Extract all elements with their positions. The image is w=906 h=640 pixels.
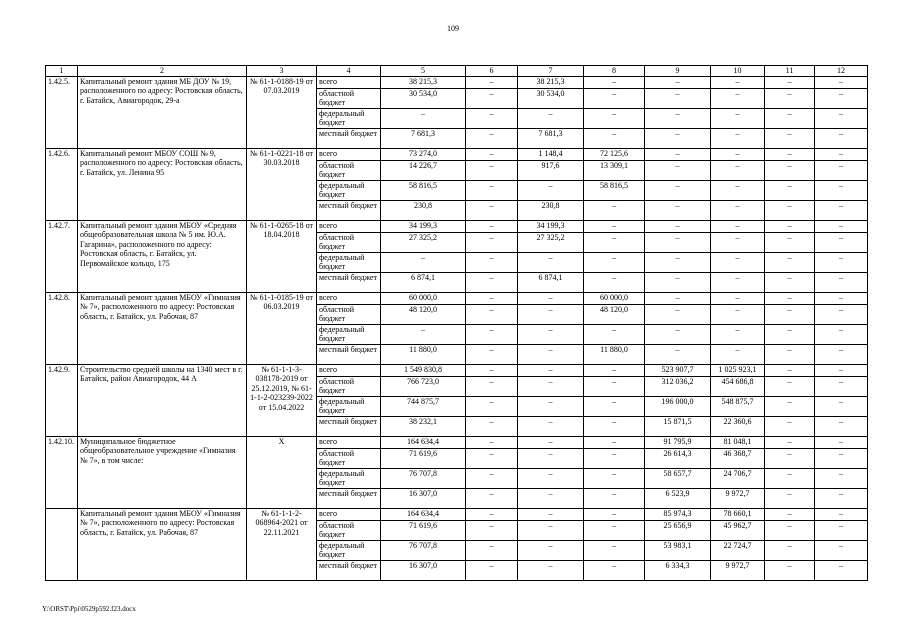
amount-cell: 34 199,3 bbox=[381, 220, 466, 232]
amount-cell: – bbox=[466, 108, 518, 128]
amount-cell: – bbox=[815, 376, 868, 396]
amount-cell: – bbox=[466, 344, 518, 364]
amount-cell: – bbox=[466, 436, 518, 448]
funding-source: федеральный бюджет bbox=[317, 252, 381, 272]
expertise-document: № 61-1-0221-18 от 30.03.2018 bbox=[247, 148, 317, 220]
amount-cell: – bbox=[466, 560, 518, 580]
amount-cell: – bbox=[765, 128, 815, 148]
amount-cell: – bbox=[645, 180, 711, 200]
amount-cell: 45 962,7 bbox=[711, 520, 765, 540]
amount-cell: – bbox=[584, 324, 645, 344]
amount-cell: – bbox=[711, 200, 765, 220]
amount-cell: – bbox=[518, 448, 584, 468]
amount-cell: – bbox=[815, 252, 868, 272]
expertise-document: № 61-1-0188-19 от 07.03.2019 bbox=[247, 76, 317, 148]
amount-cell: – bbox=[466, 376, 518, 396]
amount-cell: 48 120,0 bbox=[584, 304, 645, 324]
amount-cell: 30 534,0 bbox=[381, 88, 466, 108]
amount-cell: – bbox=[815, 272, 868, 292]
item-description: Капитальный ремонт здания МБ ДОУ № 19, расположенного по адресу: Ростовская область, г. Батайск, Авиагородок, 29-а bbox=[78, 76, 247, 148]
amount-cell: – bbox=[466, 488, 518, 508]
amount-cell: – bbox=[765, 436, 815, 448]
amount-cell: 72 125,6 bbox=[584, 148, 645, 160]
amount-cell: – bbox=[815, 508, 868, 520]
amount-cell: – bbox=[765, 200, 815, 220]
funding-source: областной бюджет bbox=[317, 160, 381, 180]
amount-cell: – bbox=[645, 200, 711, 220]
amount-cell: 6 523,9 bbox=[645, 488, 711, 508]
amount-cell: – bbox=[584, 508, 645, 520]
amount-cell: – bbox=[584, 108, 645, 128]
amount-cell: 454 686,8 bbox=[711, 376, 765, 396]
amount-cell: – bbox=[645, 76, 711, 88]
amount-cell: – bbox=[815, 232, 868, 252]
amount-cell: – bbox=[765, 520, 815, 540]
amount-cell: – bbox=[645, 108, 711, 128]
amount-cell: – bbox=[815, 436, 868, 448]
amount-cell: – bbox=[584, 488, 645, 508]
funding-source: федеральный бюджет bbox=[317, 540, 381, 560]
amount-cell: – bbox=[518, 540, 584, 560]
amount-cell: – bbox=[765, 220, 815, 232]
amount-cell: 6 874,1 bbox=[381, 272, 466, 292]
amount-cell: – bbox=[584, 232, 645, 252]
amount-cell: 38 215,3 bbox=[381, 76, 466, 88]
amount-cell: – bbox=[815, 560, 868, 580]
amount-cell: 58 816,5 bbox=[381, 180, 466, 200]
funding-source: областной бюджет bbox=[317, 88, 381, 108]
amount-cell: – bbox=[645, 232, 711, 252]
amount-cell: – bbox=[815, 416, 868, 436]
funding-source: местный бюджет bbox=[317, 272, 381, 292]
column-number-header: 4 bbox=[317, 66, 381, 77]
funding-source: всего bbox=[317, 364, 381, 376]
amount-cell: – bbox=[584, 220, 645, 232]
funding-source: областной бюджет bbox=[317, 232, 381, 252]
amount-cell: – bbox=[518, 396, 584, 416]
amount-cell: – bbox=[711, 128, 765, 148]
amount-cell: – bbox=[584, 468, 645, 488]
amount-cell: 60 000,0 bbox=[381, 292, 466, 304]
item-number: 1.42.10. bbox=[46, 436, 78, 508]
amount-cell: – bbox=[518, 108, 584, 128]
amount-cell: 78 660,1 bbox=[711, 508, 765, 520]
amount-cell: – bbox=[584, 376, 645, 396]
amount-cell: – bbox=[466, 292, 518, 304]
amount-cell: – bbox=[711, 76, 765, 88]
amount-cell: 46 368,7 bbox=[711, 448, 765, 468]
amount-cell: – bbox=[815, 304, 868, 324]
amount-cell: – bbox=[815, 148, 868, 160]
amount-cell: – bbox=[711, 232, 765, 252]
funding-source: всего bbox=[317, 292, 381, 304]
funding-source: федеральный бюджет bbox=[317, 180, 381, 200]
amount-cell: – bbox=[584, 396, 645, 416]
column-number-header: 9 bbox=[645, 66, 711, 77]
amount-cell: 14 226,7 bbox=[381, 160, 466, 180]
amount-cell: 9 972,7 bbox=[711, 488, 765, 508]
item-number: 1.42.8. bbox=[46, 292, 78, 364]
funding-source: местный бюджет bbox=[317, 488, 381, 508]
amount-cell: – bbox=[518, 376, 584, 396]
amount-cell: – bbox=[466, 448, 518, 468]
amount-cell: – bbox=[765, 76, 815, 88]
amount-cell: – bbox=[765, 180, 815, 200]
amount-cell: – bbox=[466, 88, 518, 108]
funding-source: федеральный бюджет bbox=[317, 324, 381, 344]
amount-cell: 71 619,6 bbox=[381, 520, 466, 540]
amount-cell: 230,8 bbox=[381, 200, 466, 220]
amount-cell: – bbox=[815, 520, 868, 540]
amount-cell: – bbox=[815, 200, 868, 220]
table-row bbox=[46, 364, 868, 376]
amount-cell: – bbox=[466, 324, 518, 344]
amount-cell: – bbox=[381, 324, 466, 344]
amount-cell: 38 232,1 bbox=[381, 416, 466, 436]
amount-cell: – bbox=[711, 160, 765, 180]
amount-cell: – bbox=[765, 292, 815, 304]
amount-cell: 38 215,3 bbox=[518, 76, 584, 88]
amount-cell: 230,8 bbox=[518, 200, 584, 220]
amount-cell: – bbox=[518, 252, 584, 272]
amount-cell: – bbox=[584, 436, 645, 448]
amount-cell: – bbox=[711, 324, 765, 344]
item-description: Муниципальное бюджетное общеобразовательное учреждение «Гимназия № 7», в том числе: bbox=[78, 436, 247, 508]
amount-cell: 30 534,0 bbox=[518, 88, 584, 108]
amount-cell: – bbox=[815, 364, 868, 376]
item-description: Капитальный ремонт здания МБОУ «Гимназия № 7», расположенного по адресу: Ростовская область, г. Батайск, ул. Рабочая, 87 bbox=[78, 292, 247, 364]
amount-cell: – bbox=[765, 488, 815, 508]
amount-cell: 196 000,0 bbox=[645, 396, 711, 416]
amount-cell: – bbox=[711, 272, 765, 292]
column-number-header: 7 bbox=[518, 66, 584, 77]
expertise-document: № 61-1-1-2-068964-2021 от 22.11.2021 bbox=[247, 508, 317, 580]
amount-cell: – bbox=[466, 468, 518, 488]
amount-cell: – bbox=[765, 448, 815, 468]
item-description: Строительство средней школы на 1340 мест в г. Батайск, район Авиагородок, 44 А bbox=[78, 364, 247, 436]
amount-cell: – bbox=[518, 436, 584, 448]
amount-cell: – bbox=[645, 160, 711, 180]
amount-cell: – bbox=[711, 304, 765, 324]
amount-cell: – bbox=[765, 324, 815, 344]
amount-cell: – bbox=[466, 508, 518, 520]
item-number: 1.42.9. bbox=[46, 364, 78, 436]
amount-cell: – bbox=[518, 416, 584, 436]
amount-cell: – bbox=[815, 396, 868, 416]
amount-cell: – bbox=[711, 108, 765, 128]
amount-cell: 9 972,7 bbox=[711, 560, 765, 580]
funding-source: местный бюджет bbox=[317, 416, 381, 436]
amount-cell: – bbox=[765, 232, 815, 252]
amount-cell: – bbox=[381, 108, 466, 128]
amount-cell: 11 880,0 bbox=[381, 344, 466, 364]
amount-cell: – bbox=[584, 364, 645, 376]
amount-cell: 15 871,5 bbox=[645, 416, 711, 436]
amount-cell: 24 706,7 bbox=[711, 468, 765, 488]
amount-cell: – bbox=[765, 540, 815, 560]
table-row bbox=[46, 292, 868, 304]
item-description: Капитальный ремонт здания МБОУ «Средняя общеобразовательная школа № 5 им. Ю.А. Гагарина», расположенного по адресу: Ростовская область, г. Батайск, ул. Первомайское кольцо, 175 bbox=[78, 220, 247, 292]
item-number bbox=[46, 508, 78, 580]
amount-cell: – bbox=[765, 148, 815, 160]
amount-cell: – bbox=[584, 88, 645, 108]
amount-cell: 73 274,0 bbox=[381, 148, 466, 160]
column-number-row bbox=[46, 66, 868, 77]
amount-cell: – bbox=[584, 272, 645, 292]
amount-cell: 548 875,7 bbox=[711, 396, 765, 416]
amount-cell: – bbox=[711, 220, 765, 232]
funding-source: областной бюджет bbox=[317, 304, 381, 324]
funding-source: всего bbox=[317, 76, 381, 88]
column-number-header: 10 bbox=[711, 66, 765, 77]
table-row bbox=[46, 508, 868, 520]
funding-source: всего bbox=[317, 508, 381, 520]
amount-cell: – bbox=[815, 488, 868, 508]
page-number: 109 bbox=[447, 24, 459, 33]
amount-cell: – bbox=[518, 488, 584, 508]
amount-cell: 744 875,7 bbox=[381, 396, 466, 416]
amount-cell: – bbox=[815, 344, 868, 364]
amount-cell: – bbox=[765, 88, 815, 108]
funding-source: федеральный бюджет bbox=[317, 108, 381, 128]
item-description: Капитальный ремонт МБОУ СОШ № 9, расположенного по адресу: Ростовская область, г. Батайск, ул. Ленина 95 bbox=[78, 148, 247, 220]
amount-cell: 81 048,1 bbox=[711, 436, 765, 448]
amount-cell: – bbox=[518, 468, 584, 488]
amount-cell: – bbox=[765, 364, 815, 376]
amount-cell: 1 549 830,8 bbox=[381, 364, 466, 376]
amount-cell: – bbox=[518, 324, 584, 344]
amount-cell: 6 874,1 bbox=[518, 272, 584, 292]
amount-cell: – bbox=[645, 344, 711, 364]
amount-cell: 11 880,0 bbox=[584, 344, 645, 364]
funding-source: всего bbox=[317, 220, 381, 232]
amount-cell: – bbox=[765, 108, 815, 128]
amount-cell: – bbox=[765, 304, 815, 324]
amount-cell: – bbox=[815, 128, 868, 148]
amount-cell: – bbox=[815, 448, 868, 468]
amount-cell: – bbox=[466, 416, 518, 436]
amount-cell: – bbox=[711, 180, 765, 200]
amount-cell: – bbox=[645, 128, 711, 148]
amount-cell: – bbox=[584, 540, 645, 560]
amount-cell: – bbox=[711, 88, 765, 108]
column-number-header: 3 bbox=[247, 66, 317, 77]
amount-cell: – bbox=[645, 88, 711, 108]
amount-cell: – bbox=[466, 128, 518, 148]
amount-cell: 60 000,0 bbox=[584, 292, 645, 304]
amount-cell: – bbox=[711, 344, 765, 364]
amount-cell: – bbox=[815, 324, 868, 344]
item-number: 1.42.6. bbox=[46, 148, 78, 220]
amount-cell: – bbox=[765, 416, 815, 436]
amount-cell: – bbox=[466, 232, 518, 252]
amount-cell: – bbox=[765, 252, 815, 272]
column-number-header: 6 bbox=[466, 66, 518, 77]
amount-cell: – bbox=[466, 252, 518, 272]
amount-cell: – bbox=[815, 88, 868, 108]
column-number-header: 2 bbox=[78, 66, 247, 77]
amount-cell: – bbox=[584, 76, 645, 88]
amount-cell: – bbox=[466, 520, 518, 540]
amount-cell: – bbox=[466, 364, 518, 376]
amount-cell: – bbox=[466, 180, 518, 200]
amount-cell: – bbox=[815, 180, 868, 200]
table-row bbox=[46, 220, 868, 232]
amount-cell: 76 707,8 bbox=[381, 540, 466, 560]
amount-cell: 53 983,1 bbox=[645, 540, 711, 560]
amount-cell: – bbox=[711, 292, 765, 304]
amount-cell: – bbox=[584, 128, 645, 148]
table-row bbox=[46, 76, 868, 88]
amount-cell: – bbox=[518, 292, 584, 304]
amount-cell: – bbox=[466, 148, 518, 160]
amount-cell: 71 619,6 bbox=[381, 448, 466, 468]
column-number-header: 5 bbox=[381, 66, 466, 77]
funding-source: местный бюджет bbox=[317, 560, 381, 580]
column-number-header: 11 bbox=[765, 66, 815, 77]
amount-cell: 1 148,4 bbox=[518, 148, 584, 160]
amount-cell: 16 307,0 bbox=[381, 560, 466, 580]
amount-cell: – bbox=[645, 220, 711, 232]
amount-cell: – bbox=[584, 200, 645, 220]
funding-source: областной бюджет bbox=[317, 376, 381, 396]
amount-cell: 1 025 923,1 bbox=[711, 364, 765, 376]
amount-cell: 58 816,5 bbox=[584, 180, 645, 200]
amount-cell: 27 325,2 bbox=[381, 232, 466, 252]
amount-cell: 16 307,0 bbox=[381, 488, 466, 508]
amount-cell: 27 325,2 bbox=[518, 232, 584, 252]
amount-cell: – bbox=[765, 272, 815, 292]
amount-cell: – bbox=[584, 520, 645, 540]
expertise-document: № 61-1-0265-18 от 18.04.2018 bbox=[247, 220, 317, 292]
amount-cell: – bbox=[518, 560, 584, 580]
amount-cell: – bbox=[765, 376, 815, 396]
amount-cell: 85 974,3 bbox=[645, 508, 711, 520]
column-number-header: 8 bbox=[584, 66, 645, 77]
amount-cell: – bbox=[711, 148, 765, 160]
amount-cell: 523 907,7 bbox=[645, 364, 711, 376]
amount-cell: 7 681,3 bbox=[518, 128, 584, 148]
amount-cell: – bbox=[765, 508, 815, 520]
amount-cell: 6 334,3 bbox=[645, 560, 711, 580]
item-description: Капитальный ремонт здания МБОУ «Гимназия № 7», расположенного по адресу: Ростовская область, г. Батайск, ул. Рабочая, 87 bbox=[78, 508, 247, 580]
amount-cell: – bbox=[765, 344, 815, 364]
amount-cell: – bbox=[466, 396, 518, 416]
funding-source: федеральный бюджет bbox=[317, 468, 381, 488]
amount-cell: – bbox=[518, 180, 584, 200]
amount-cell: 25 656,9 bbox=[645, 520, 711, 540]
amount-cell: 22 724,7 bbox=[711, 540, 765, 560]
funding-source: областной бюджет bbox=[317, 520, 381, 540]
amount-cell: – bbox=[518, 520, 584, 540]
amount-cell: – bbox=[645, 324, 711, 344]
budget-table bbox=[45, 65, 868, 581]
amount-cell: – bbox=[466, 160, 518, 180]
amount-cell: 312 036,2 bbox=[645, 376, 711, 396]
amount-cell: – bbox=[645, 148, 711, 160]
amount-cell: – bbox=[645, 292, 711, 304]
column-number-header: 12 bbox=[815, 66, 868, 77]
amount-cell: 91 795,9 bbox=[645, 436, 711, 448]
amount-cell: – bbox=[815, 160, 868, 180]
amount-cell: – bbox=[518, 304, 584, 324]
funding-source: всего bbox=[317, 436, 381, 448]
amount-cell: 58 657,7 bbox=[645, 468, 711, 488]
amount-cell: – bbox=[466, 76, 518, 88]
amount-cell: – bbox=[645, 252, 711, 272]
column-number-header: 1 bbox=[46, 66, 78, 77]
amount-cell: 7 681,3 bbox=[381, 128, 466, 148]
item-number: 1.42.7. bbox=[46, 220, 78, 292]
amount-cell: – bbox=[815, 468, 868, 488]
table-row bbox=[46, 148, 868, 160]
amount-cell: – bbox=[518, 508, 584, 520]
amount-cell: 48 120,0 bbox=[381, 304, 466, 324]
amount-cell: – bbox=[466, 304, 518, 324]
expertise-document: № 61-1-1-3-038178-2019 от 25.12.2019, № 61-1-1-2-023239-2022 от 15.04.2022 bbox=[247, 364, 317, 436]
funding-source: федеральный бюджет bbox=[317, 396, 381, 416]
amount-cell: – bbox=[645, 304, 711, 324]
funding-source: местный бюджет bbox=[317, 128, 381, 148]
amount-cell: – bbox=[584, 560, 645, 580]
amount-cell: – bbox=[466, 200, 518, 220]
amount-cell: 22 360,6 bbox=[711, 416, 765, 436]
amount-cell: – bbox=[711, 252, 765, 272]
amount-cell: 13 309,1 bbox=[584, 160, 645, 180]
amount-cell: – bbox=[584, 448, 645, 468]
expertise-document: Х bbox=[247, 436, 317, 508]
amount-cell: – bbox=[466, 272, 518, 292]
amount-cell: 766 723,0 bbox=[381, 376, 466, 396]
amount-cell: – bbox=[518, 344, 584, 364]
item-number: 1.42.5. bbox=[46, 76, 78, 148]
amount-cell: – bbox=[584, 416, 645, 436]
amount-cell: 76 707,8 bbox=[381, 468, 466, 488]
amount-cell: – bbox=[815, 220, 868, 232]
file-path-footer: Y:\ORST\Ppi\0529p592.f23.docx bbox=[42, 605, 136, 613]
amount-cell: 164 634,4 bbox=[381, 436, 466, 448]
amount-cell: – bbox=[466, 220, 518, 232]
amount-cell: – bbox=[466, 540, 518, 560]
amount-cell: 26 614,3 bbox=[645, 448, 711, 468]
amount-cell: – bbox=[765, 468, 815, 488]
amount-cell: – bbox=[645, 272, 711, 292]
funding-source: всего bbox=[317, 148, 381, 160]
amount-cell: – bbox=[815, 76, 868, 88]
amount-cell: – bbox=[815, 540, 868, 560]
amount-cell: – bbox=[815, 292, 868, 304]
funding-source: местный бюджет bbox=[317, 344, 381, 364]
funding-source: областной бюджет bbox=[317, 448, 381, 468]
amount-cell: – bbox=[584, 252, 645, 272]
amount-cell: 34 199,3 bbox=[518, 220, 584, 232]
table-row bbox=[46, 436, 868, 448]
amount-cell: 164 634,4 bbox=[381, 508, 466, 520]
funding-source: местный бюджет bbox=[317, 200, 381, 220]
amount-cell: – bbox=[815, 108, 868, 128]
amount-cell: – bbox=[765, 396, 815, 416]
expertise-document: № 61-1-0185-19 от 06.03.2019 bbox=[247, 292, 317, 364]
amount-cell: 917,6 bbox=[518, 160, 584, 180]
amount-cell: – bbox=[765, 560, 815, 580]
amount-cell: – bbox=[765, 160, 815, 180]
amount-cell: – bbox=[381, 252, 466, 272]
amount-cell: – bbox=[518, 364, 584, 376]
